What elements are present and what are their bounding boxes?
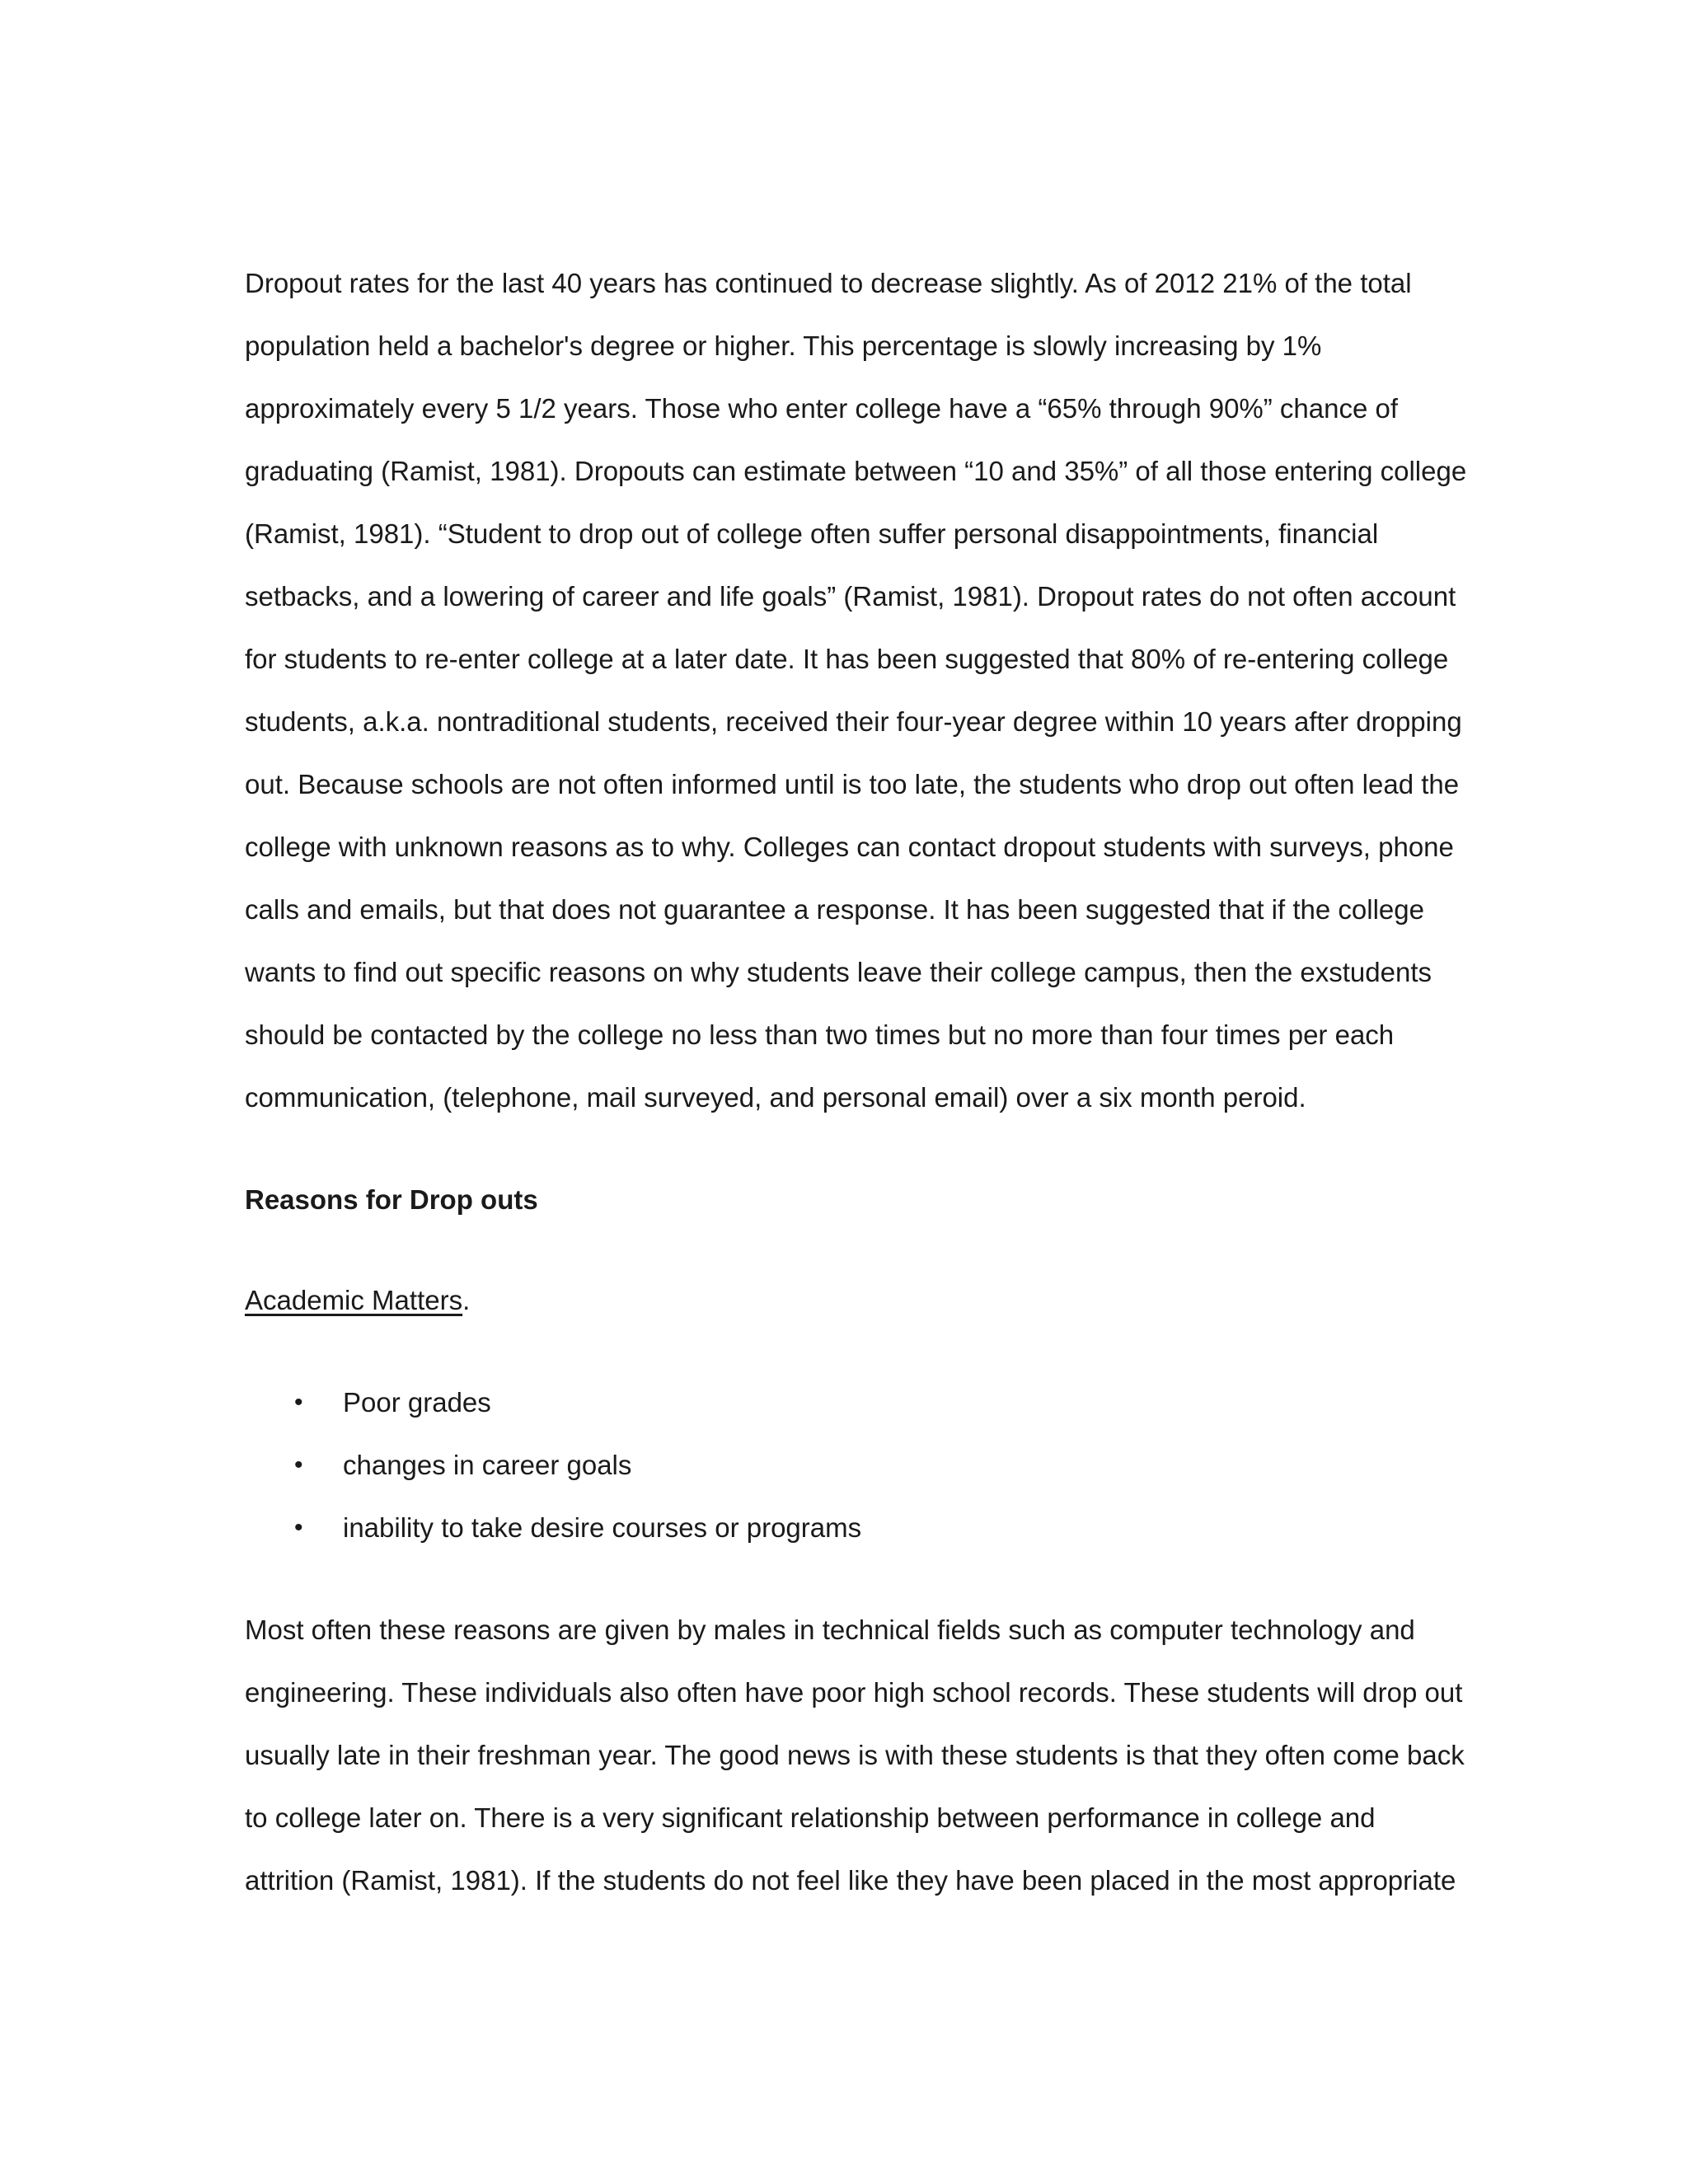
text-line: population held a bachelor's degree or higher. This percentage is slowly increasing by 1%	[245, 330, 1322, 361]
bullet-icon: •	[294, 1451, 303, 1479]
text-line: out. Because schools are not often informed until is too late, the students who drop out often lead the	[245, 769, 1460, 799]
text-line: Most often these reasons are given by males in technical fields such as computer technology and	[245, 1615, 1415, 1645]
list-item	[245, 1371, 1473, 1434]
text-line: students, a.k.a. nontraditional students, received their four-year degree within 10 years after dropping	[245, 706, 1462, 737]
text-line: (Ramist, 1981). “Student to drop out of college often suffer personal disappointments, financial	[245, 518, 1379, 549]
text-line: approximately every 5 1/2 years. Those who enter college have a “65% through 90%” chance of	[245, 393, 1399, 424]
bullet-icon: •	[294, 1514, 303, 1541]
list-item	[245, 1497, 1473, 1559]
text-line: attrition (Ramist, 1981). If the students do not feel like they have been placed in the most appropriate	[245, 1865, 1456, 1896]
subsection-heading-label: Academic Matters	[245, 1285, 463, 1315]
text-line: to college later on. There is a very significant relationship between performance in college and	[245, 1802, 1376, 1833]
text-line: engineering. These individuals also often have poor high school records. These students will drop out	[245, 1677, 1463, 1708]
text-line: graduating (Ramist, 1981). Dropouts can estimate between “10 and 35%” of all those entering college	[245, 456, 1467, 486]
subsection-heading	[245, 1269, 1473, 1332]
text-line: Dropout rates for the last 40 years has continued to decrease slightly. As of 2012 21% of the total	[245, 268, 1412, 298]
list-item-text: changes in career goals	[343, 1450, 632, 1480]
text-line: for students to re-enter college at a later date. It has been suggested that 80% of re-entering college	[245, 644, 1449, 674]
text-line: college with unknown reasons as to why. Colleges can contact dropout students with surveys, phone	[245, 832, 1454, 862]
list-item-text: inability to take desire courses or programs	[343, 1512, 862, 1543]
list-item	[245, 1434, 1473, 1497]
paragraph-dropout-rates	[245, 252, 1473, 1129]
text-line: calls and emails, but that does not guarantee a response. It has been suggested that if the college	[245, 894, 1424, 925]
bullet-icon: •	[294, 1389, 303, 1416]
subsection-heading-period: .	[462, 1285, 471, 1315]
text-line: communication, (telephone, mail surveyed, and personal email) over a six month peroid.	[245, 1082, 1306, 1113]
paragraph-academic-matters	[245, 1599, 1473, 1912]
text-line: usually late in their freshman year. The good news is with these students is that they often come back	[245, 1740, 1465, 1770]
list-item-text: Poor grades	[343, 1387, 491, 1418]
text-line: wants to find out specific reasons on why students leave their college campus, then the exstudents	[245, 957, 1432, 987]
reasons-bullet-list	[245, 1371, 1473, 1559]
section-heading: Reasons for Drop outs	[245, 1184, 538, 1215]
text-line: setbacks, and a lowering of career and life goals” (Ramist, 1981). Dropout rates do not often account	[245, 581, 1456, 612]
document-body	[245, 252, 1473, 1912]
text-line: should be contacted by the college no less than two times but no more than four times per each	[245, 1019, 1395, 1050]
